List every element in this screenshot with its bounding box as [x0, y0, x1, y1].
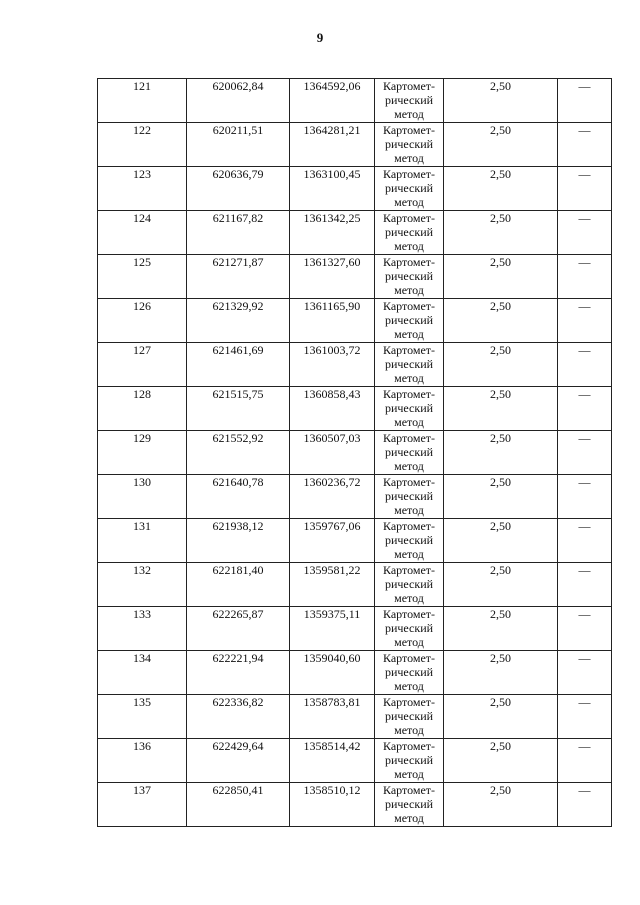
accuracy-cell: 2,50: [444, 739, 558, 783]
method-line: рический: [384, 93, 434, 107]
method-line: метод: [394, 679, 424, 693]
method-line: Картомет-: [382, 695, 436, 709]
point-number-cell: 126: [98, 299, 187, 343]
accuracy-cell: 2,50: [444, 431, 558, 475]
method-cell: [375, 651, 444, 695]
y-coordinate-cell: 1358514,42: [290, 739, 375, 783]
table-row: [98, 739, 612, 783]
note-cell: —: [558, 387, 612, 431]
method-cell: [375, 695, 444, 739]
y-coordinate-cell: 1363100,45: [290, 167, 375, 211]
x-coordinate-cell: 622181,40: [187, 563, 290, 607]
table-row: [98, 387, 612, 431]
y-coordinate-cell: 1364592,06: [290, 79, 375, 123]
method-line: рический: [384, 621, 434, 635]
point-number-cell: 137: [98, 783, 187, 827]
method-line: рический: [384, 753, 434, 767]
table-row: [98, 123, 612, 167]
method-line: метод: [394, 811, 424, 825]
x-coordinate-cell: 622429,64: [187, 739, 290, 783]
method-line: Картомет-: [382, 739, 436, 753]
y-coordinate-cell: 1360507,03: [290, 431, 375, 475]
accuracy-cell: 2,50: [444, 783, 558, 827]
table-row: [98, 79, 612, 123]
y-coordinate-cell: 1358783,81: [290, 695, 375, 739]
point-number-cell: 133: [98, 607, 187, 651]
page-number: 9: [316, 30, 324, 45]
method-line: Картомет-: [382, 343, 436, 357]
method-line: рический: [384, 665, 434, 679]
table-row: [98, 519, 612, 563]
accuracy-cell: 2,50: [444, 123, 558, 167]
x-coordinate-cell: 622850,41: [187, 783, 290, 827]
y-coordinate-cell: 1359040,60: [290, 651, 375, 695]
method-line: Картомет-: [382, 79, 436, 93]
note-cell: —: [558, 431, 612, 475]
note-cell: —: [558, 343, 612, 387]
table-row: [98, 783, 612, 827]
x-coordinate-cell: 621552,92: [187, 431, 290, 475]
note-cell: —: [558, 123, 612, 167]
method-line: рический: [384, 533, 434, 547]
x-coordinate-cell: 620636,79: [187, 167, 290, 211]
method-line: Картомет-: [382, 651, 436, 665]
method-line: рический: [384, 181, 434, 195]
method-line: метод: [394, 371, 424, 385]
point-number-cell: 124: [98, 211, 187, 255]
method-cell: [375, 167, 444, 211]
method-line: Картомет-: [382, 563, 436, 577]
method-line: метод: [394, 151, 424, 165]
method-line: метод: [394, 415, 424, 429]
method-cell: [375, 607, 444, 651]
table-row: [98, 651, 612, 695]
method-line: Картомет-: [382, 211, 436, 225]
method-line: Картомет-: [382, 255, 436, 269]
method-line: Картомет-: [382, 431, 436, 445]
x-coordinate-cell: 621167,82: [187, 211, 290, 255]
y-coordinate-cell: 1359581,22: [290, 563, 375, 607]
table-row: [98, 695, 612, 739]
note-cell: —: [558, 563, 612, 607]
method-cell: [375, 255, 444, 299]
method-line: метод: [394, 283, 424, 297]
note-cell: —: [558, 79, 612, 123]
method-cell: [375, 475, 444, 519]
accuracy-cell: 2,50: [444, 299, 558, 343]
y-coordinate-cell: 1359767,06: [290, 519, 375, 563]
y-coordinate-cell: 1360858,43: [290, 387, 375, 431]
method-line: Картомет-: [382, 783, 436, 797]
accuracy-cell: 2,50: [444, 211, 558, 255]
note-cell: —: [558, 607, 612, 651]
method-cell: [375, 563, 444, 607]
note-cell: —: [558, 211, 612, 255]
method-line: Картомет-: [382, 299, 436, 313]
method-cell: [375, 343, 444, 387]
method-line: рический: [384, 313, 434, 327]
method-cell: [375, 387, 444, 431]
method-line: Картомет-: [382, 387, 436, 401]
note-cell: —: [558, 167, 612, 211]
point-number-cell: 135: [98, 695, 187, 739]
accuracy-cell: 2,50: [444, 79, 558, 123]
accuracy-cell: 2,50: [444, 255, 558, 299]
method-line: рический: [384, 401, 434, 415]
point-number-cell: 128: [98, 387, 187, 431]
note-cell: —: [558, 783, 612, 827]
method-line: рический: [384, 489, 434, 503]
point-number-cell: 136: [98, 739, 187, 783]
method-line: метод: [394, 239, 424, 253]
method-line: Картомет-: [382, 519, 436, 533]
method-cell: [375, 123, 444, 167]
accuracy-cell: 2,50: [444, 695, 558, 739]
table-row: [98, 299, 612, 343]
x-coordinate-cell: 621515,75: [187, 387, 290, 431]
y-coordinate-cell: 1361165,90: [290, 299, 375, 343]
method-line: рический: [384, 709, 434, 723]
accuracy-cell: 2,50: [444, 387, 558, 431]
method-line: рический: [384, 577, 434, 591]
table-row: [98, 211, 612, 255]
x-coordinate-cell: 622221,94: [187, 651, 290, 695]
point-number-cell: 131: [98, 519, 187, 563]
method-line: рический: [384, 137, 434, 151]
table-row: [98, 343, 612, 387]
method-cell: [375, 519, 444, 563]
accuracy-cell: 2,50: [444, 651, 558, 695]
method-line: Картомет-: [382, 123, 436, 137]
y-coordinate-cell: 1359375,11: [290, 607, 375, 651]
x-coordinate-cell: 621461,69: [187, 343, 290, 387]
method-line: метод: [394, 459, 424, 473]
point-number-cell: 129: [98, 431, 187, 475]
point-number-cell: 134: [98, 651, 187, 695]
method-cell: [375, 79, 444, 123]
point-number-cell: 132: [98, 563, 187, 607]
method-line: рический: [384, 357, 434, 371]
table-row: [98, 167, 612, 211]
x-coordinate-cell: 622336,82: [187, 695, 290, 739]
table-body: [98, 79, 612, 827]
point-number-cell: 130: [98, 475, 187, 519]
y-coordinate-cell: 1361342,25: [290, 211, 375, 255]
note-cell: —: [558, 739, 612, 783]
note-cell: —: [558, 519, 612, 563]
method-line: метод: [394, 503, 424, 517]
accuracy-cell: 2,50: [444, 519, 558, 563]
method-line: Картомет-: [382, 475, 436, 489]
point-number-cell: 127: [98, 343, 187, 387]
accuracy-cell: 2,50: [444, 475, 558, 519]
point-number-cell: 123: [98, 167, 187, 211]
method-line: метод: [394, 107, 424, 121]
x-coordinate-cell: 620062,84: [187, 79, 290, 123]
method-line: Картомет-: [382, 607, 436, 621]
x-coordinate-cell: 621640,78: [187, 475, 290, 519]
method-line: метод: [394, 635, 424, 649]
method-line: метод: [394, 767, 424, 781]
note-cell: —: [558, 475, 612, 519]
method-cell: [375, 739, 444, 783]
method-cell: [375, 211, 444, 255]
accuracy-cell: 2,50: [444, 343, 558, 387]
accuracy-cell: 2,50: [444, 607, 558, 651]
y-coordinate-cell: 1364281,21: [290, 123, 375, 167]
method-line: Картомет-: [382, 167, 436, 181]
method-line: метод: [394, 591, 424, 605]
note-cell: —: [558, 255, 612, 299]
method-line: метод: [394, 327, 424, 341]
y-coordinate-cell: 1360236,72: [290, 475, 375, 519]
method-line: рический: [384, 225, 434, 239]
method-line: рический: [384, 445, 434, 459]
point-number-cell: 121: [98, 79, 187, 123]
table-row: [98, 607, 612, 651]
table-row: [98, 255, 612, 299]
x-coordinate-cell: 622265,87: [187, 607, 290, 651]
method-cell: [375, 783, 444, 827]
coordinates-table: [97, 78, 612, 827]
table-row: [98, 475, 612, 519]
method-cell: [375, 431, 444, 475]
x-coordinate-cell: 621938,12: [187, 519, 290, 563]
accuracy-cell: 2,50: [444, 563, 558, 607]
method-line: рический: [384, 797, 434, 811]
accuracy-cell: 2,50: [444, 167, 558, 211]
note-cell: —: [558, 651, 612, 695]
x-coordinate-cell: 621271,87: [187, 255, 290, 299]
method-cell: [375, 299, 444, 343]
point-number-cell: 122: [98, 123, 187, 167]
table-row: [98, 563, 612, 607]
y-coordinate-cell: 1358510,12: [290, 783, 375, 827]
point-number-cell: 125: [98, 255, 187, 299]
y-coordinate-cell: 1361327,60: [290, 255, 375, 299]
y-coordinate-cell: 1361003,72: [290, 343, 375, 387]
method-line: метод: [394, 547, 424, 561]
method-line: рический: [384, 269, 434, 283]
table-row: [98, 431, 612, 475]
x-coordinate-cell: 620211,51: [187, 123, 290, 167]
method-line: метод: [394, 723, 424, 737]
method-line: метод: [394, 195, 424, 209]
note-cell: —: [558, 299, 612, 343]
note-cell: —: [558, 695, 612, 739]
x-coordinate-cell: 621329,92: [187, 299, 290, 343]
